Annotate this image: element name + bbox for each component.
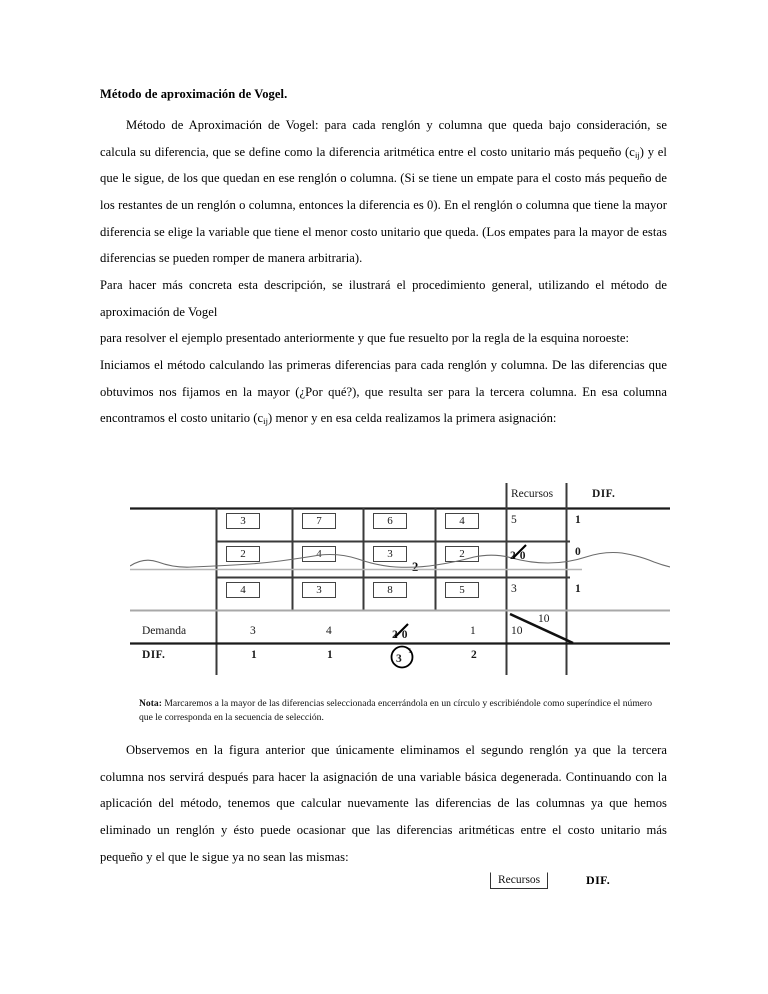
recursos-new-r2: 0 (519, 550, 526, 562)
selection-circle-icon (390, 645, 418, 669)
figure-note (139, 697, 667, 724)
col-dif-c3-superscript: 1 (408, 646, 412, 655)
row-label-col-dif: DIF. (142, 649, 166, 661)
paragraph-1: Método de Aproximación de Vogel: para cada renglón y columna que queda bajo consideración, se calcula su diferencia, que se define como la diferencia aritmética entre el costo unitario más pequeño $(c_{ij})$ y el que le sigue, de los que quedan en ese renglón o columna. (Si se tiene un empate para el costo más pequeño de los restantes de un renglón o columna, entonces la diferencia es 0). En el renglón o columna que tiene la mayor diferencia se elige la variable que tiene el menor costo unitario que queda. (Los empates para la mayor de estas diferencias se pueden romper de manera arbitraria). (100, 117, 667, 266)
page-title: Método de aproximación de Vogel. (100, 87, 288, 101)
paragraph-3: para resolver el ejemplo presentado anteriormente y que fue resuelto por la regla de la esquina noroeste: (100, 331, 630, 346)
recursos-old-r2: 2 (510, 550, 516, 562)
recursos-r2-strike (509, 544, 543, 560)
main-text-block-2 (100, 737, 667, 870)
cost-cell-r3c1: 4 (226, 582, 260, 598)
cost-cell-r3c2: 3 (302, 582, 336, 598)
row-dif-r1: 1 (575, 514, 581, 526)
col-dif-c4: 2 (471, 649, 477, 661)
cost-cell-r1c3: 6 (373, 513, 407, 529)
main-text-block (100, 86, 667, 432)
recursos-value-r1: 5 (511, 514, 517, 526)
col-dif-c1: 1 (251, 649, 257, 661)
note-text: Marcaremos a la mayor de las diferencias seleccionada encerrándola en un círculo y escribiéndole como superíndice el número que le corresponda en la secuencia de selección. (139, 698, 653, 723)
paragraph-2: Para hacer más concreta esta descripción, se ilustrará el procedimiento general, utilizando el método de aproximación de Vogel (100, 278, 667, 319)
demanda-c1: 3 (250, 625, 256, 637)
cost-cell-r3c3: 8 (373, 582, 407, 598)
header-recursos: Recursos (511, 488, 554, 500)
demanda-total: 10 (511, 625, 523, 637)
paragraph-4: Iniciamos el método calculando las primeras diferencias para cada renglón y columna. De las diferencias que obtuvimos nos fijamos en la mayor (¿Por qué?), que resulta ser para la tercera columna. En esa columna encontramos el costo unitario $(c_{ij})$ menor y en esa celda realizamos la primera asignación: (100, 358, 667, 427)
bottom-dif-label: DIF. (586, 873, 611, 887)
cost-cell-r2c2: 4 (302, 546, 336, 562)
row-dif-r3: 1 (575, 583, 581, 595)
cost-cell-r1c1: 3 (226, 513, 260, 529)
paragraph-5: Observemos en la figura anterior que únicamente eliminamos el segundo renglón ya que la tercera columna nos servirá después para hacer la asignación de una variable básica degenerada. Continuando con la aplicación del método, tenemos que calcular nuevamente las diferencias de las columnas ya que hemos eliminado un renglón y ésto puede ocasionar que las diferencias aritméticas entre el costo unitario más pequeño y el que le sigue ya no sean las mismas: (100, 743, 667, 864)
cost-cell-r2c3: 3 (373, 546, 407, 562)
col-dif-c2: 1 (327, 649, 333, 661)
cost-cell-r2c4: 2 (445, 546, 479, 562)
recursos-value-r2 (510, 546, 526, 564)
recursos-total-upper: 10 (538, 613, 550, 625)
demanda-c3 (392, 625, 408, 643)
cost-cell-r1c2: 7 (302, 513, 336, 529)
demanda-c4: 1 (470, 625, 476, 637)
col-dif-c3-selected (394, 646, 412, 665)
demanda-c3-new: 0 (401, 629, 408, 641)
row-label-demanda: Demanda (142, 625, 187, 637)
cost-cell-r2c1: 2 (226, 546, 260, 562)
cost-cell-r3c4: 5 (445, 582, 479, 598)
demanda-c3-old: 2 (392, 629, 398, 641)
next-figure-header (490, 872, 670, 902)
demanda-c2: 4 (326, 625, 332, 637)
assignment-value-r2c3: 2 (412, 560, 419, 574)
recursos-value-r3: 3 (511, 583, 517, 595)
note-label: Nota: (139, 698, 162, 709)
row-dif-r2: 0 (575, 546, 581, 558)
col-dif-c3-value: 3 (396, 653, 402, 665)
header-dif: DIF. (592, 488, 616, 500)
bottom-recursos-box: Recursos (490, 872, 548, 889)
vogel-transportation-tableau (130, 483, 670, 675)
demanda-c3-strike (391, 623, 425, 639)
cost-cell-r1c4: 4 (445, 513, 479, 529)
